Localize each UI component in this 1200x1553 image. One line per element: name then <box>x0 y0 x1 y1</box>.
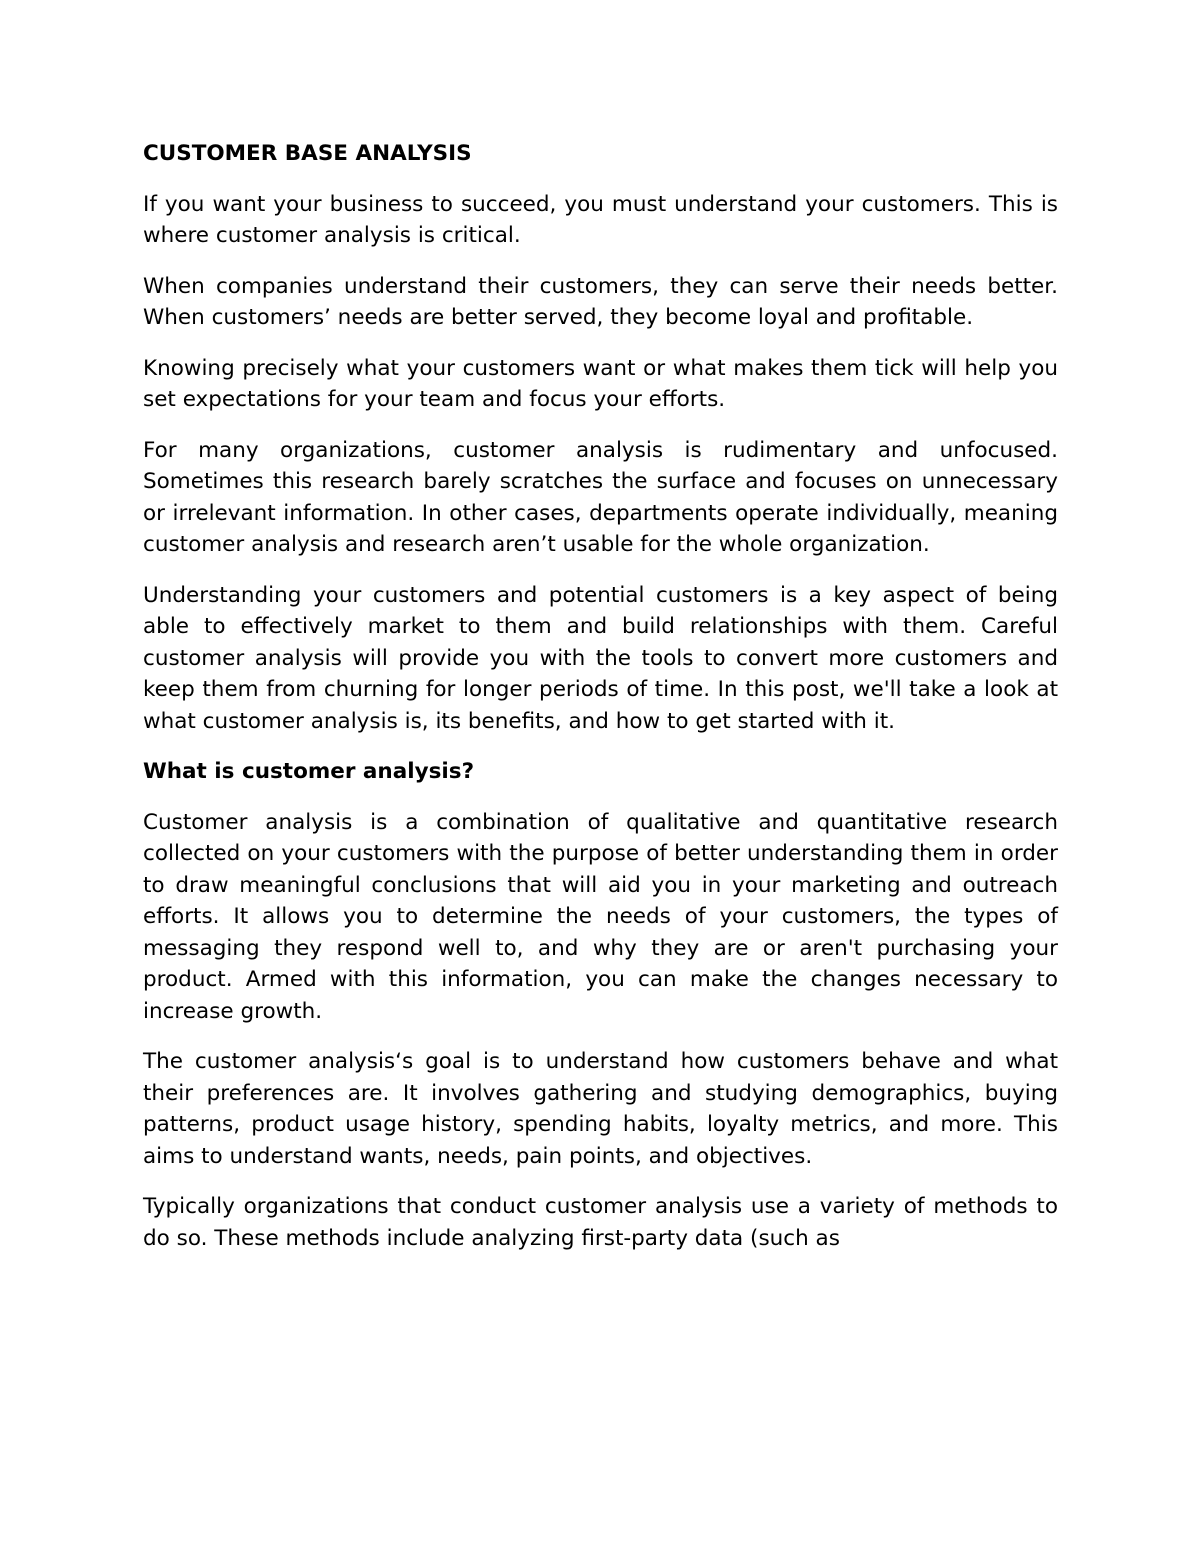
paragraph: Knowing precisely what your customers want or what makes them tick will help you set expectations for your team and focus your efforts. <box>143 355 1058 412</box>
paragraph: If you want your business to succeed, you must understand your customers. This is where customer analysis is critical. <box>143 191 1058 248</box>
paragraph: Customer analysis is a combination of qualitative and quantitative research collected on your customers with the purpose of better understanding them in order to draw meaningful conclusions that will aid you in your marketing and outreach efforts. It allows you to determine the needs of your customers, the types of messaging they respond well to, and why they are or aren't purchasing your product. Armed with this information, you can make the changes necessary to increase growth. <box>143 809 1058 1024</box>
paragraph: Typically organizations that conduct customer analysis use a variety of methods to do so. These methods include analyzing first-party data (such as <box>143 1194 1058 1251</box>
paragraph: For many organizations, customer analysis is rudimentary and unfocused. Sometimes this research barely scratches the surface and focuses on unnecessary or irrelevant information. In other cases, departments operate individually, meaning customer analysis and research aren’t usable for the whole organization. <box>143 437 1058 557</box>
document-body <box>143 138 1058 1273</box>
paragraph: The customer analysis‘s goal is to understand how customers behave and what their preferences are. It involves gathering and studying demographics, buying patterns, product usage history, spending habits, loyalty metrics, and more. This aims to understand wants, needs, pain points, and objectives. <box>143 1049 1058 1169</box>
paragraph: Understanding your customers and potential customers is a key aspect of being able to effectively market to them and build relationships with them. Careful customer analysis will provide you with the tools to convert more customers and keep them from churning for longer periods of time. In this post, we'll take a look at what customer analysis is, its benefits, and how to get started with it. <box>143 582 1058 734</box>
document-title: CUSTOMER BASE ANALYSIS <box>143 141 472 166</box>
section-heading: What is customer analysis? <box>143 759 475 784</box>
paragraph: When companies understand their customers, they can serve their needs better. When customers’ needs are better served, they become loyal and profitable. <box>143 273 1058 330</box>
